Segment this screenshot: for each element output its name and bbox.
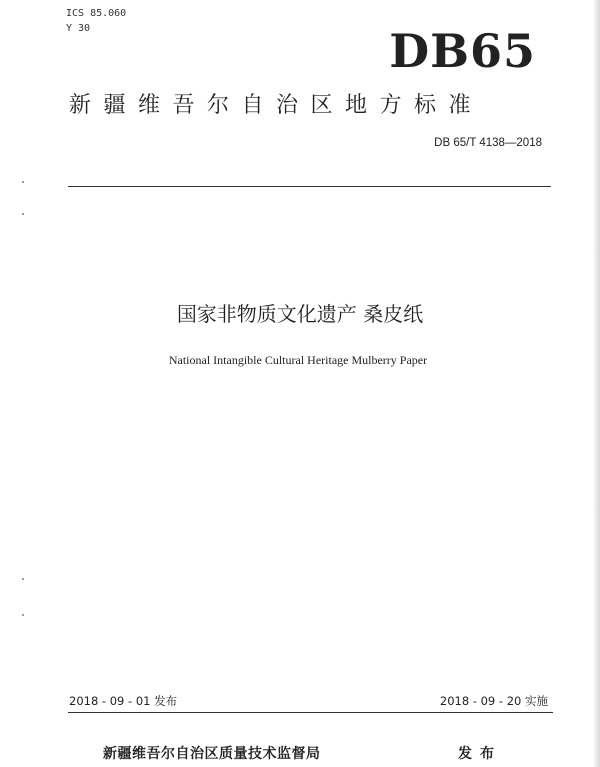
header-divider	[68, 186, 551, 187]
publish-label: 发布	[458, 746, 502, 762]
standard-number: DB 65/T 4138—2018	[434, 137, 542, 149]
scan-speck	[22, 181, 24, 183]
scan-edge-shadow	[594, 0, 600, 767]
footer-divider	[68, 712, 553, 713]
implementation-date: 2018 - 09 - 20 实施	[439, 694, 548, 708]
ccs-code: Y 30	[66, 23, 91, 34]
document-title-chinese: 国家非物质文化遗产 桑皮纸	[176, 302, 424, 326]
document-title-english: National Intangible Cultural Heritage Mulberry Paper	[168, 353, 428, 367]
scan-speck	[22, 578, 24, 580]
ics-code: ICS 85.060	[66, 8, 127, 19]
issue-date: 2018 - 09 - 01 发布	[69, 694, 178, 708]
classification-codes	[66, 6, 126, 36]
scan-speck	[22, 614, 24, 616]
scan-speck	[22, 213, 24, 215]
standard-category-title: 新疆维吾尔自治区地方标准	[69, 93, 484, 118]
db65-logo: DB65	[389, 24, 536, 78]
issuing-organization: 新疆维吾尔自治区质量技术监督局	[103, 746, 321, 762]
